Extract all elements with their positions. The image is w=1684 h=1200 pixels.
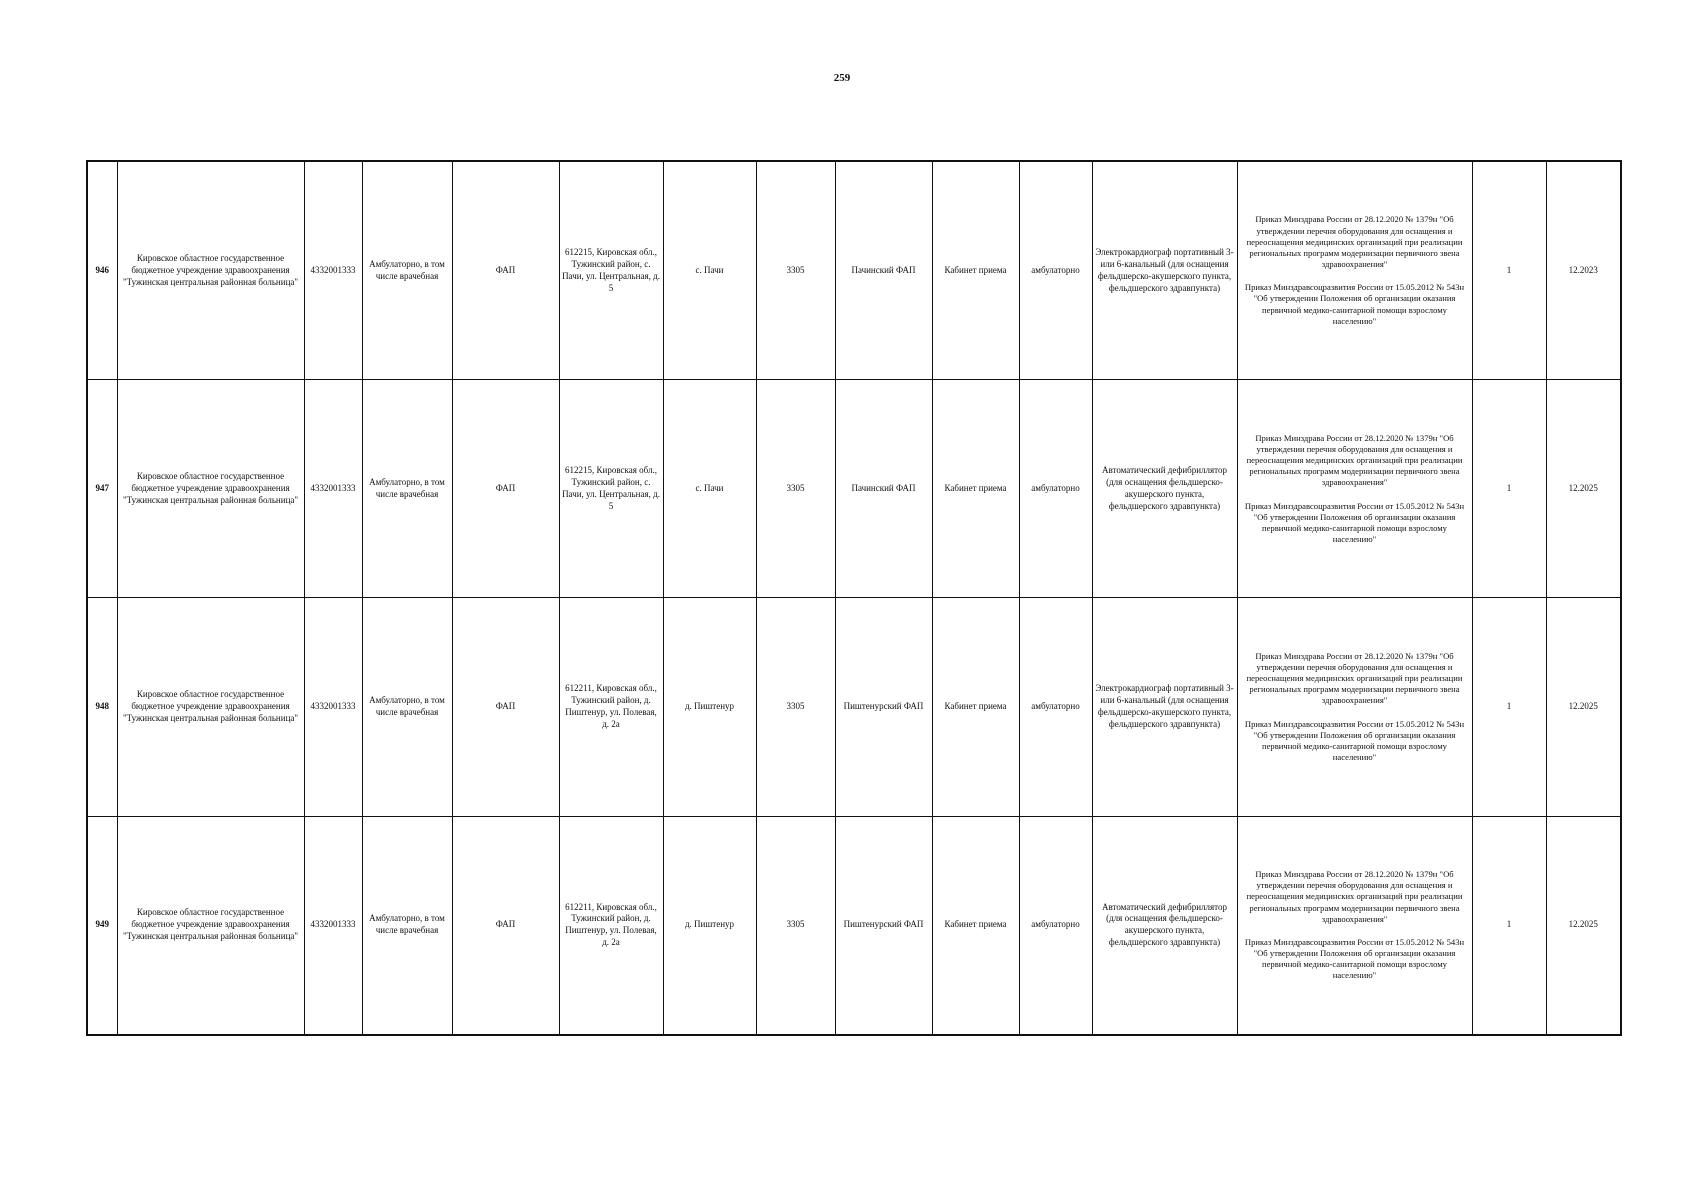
care-condition: Амбулаторно, в том числе врачебная [362,380,452,598]
row-number: 947 [87,380,117,598]
organization-name: Кировское областное государственное бюджетное учреждение здравоохранения "Тужинская центральная районная больница" [117,380,304,598]
room: Кабинет приема [932,380,1019,598]
care-form: амбулаторно [1019,380,1092,598]
date: 12.2025 [1546,380,1621,598]
unit-type: ФАП [452,380,559,598]
organization-name: Кировское областное государственное бюджетное учреждение здравоохранения "Тужинская центральная районная больница" [117,161,304,380]
address: 612211, Кировская обл., Тужинский район, д. Пиштенур, ул. Полевая, д. 2а [559,816,663,1035]
quantity: 1 [1472,598,1546,816]
inn: 4332001333 [304,380,362,598]
table-row [87,816,1621,1035]
legal-basis-order-1379n: Приказ Минздрава России от 28.12.2020 № 1379н "Об утверждении перечня оборудования для оснащения и переоснащения медицинских организаций при реализации региональных программ модернизации первичного звена здравоохранения" [1246,214,1463,270]
row-number: 948 [87,598,117,816]
inn: 4332001333 [304,816,362,1035]
room: Кабинет приема [932,816,1019,1035]
quantity: 1 [1472,161,1546,380]
inn: 4332001333 [304,161,362,380]
care-form: амбулаторно [1019,598,1092,816]
organization-name: Кировское областное государственное бюджетное учреждение здравоохранения "Тужинская центральная районная больница" [117,598,304,816]
equipment: Автоматический дефибриллятор (для оснащения фельдшерско-акушерского пункта, фельдшерского здравпункта) [1092,380,1237,598]
legal-basis-order-543n: Приказ Минздравсоцразвития России от 15.05.2012 № 543н "Об утверждении Положения об организации оказания первичной медико-санитарной помощи взрослому населению" [1244,282,1465,326]
legal-basis [1237,598,1472,816]
legal-basis-order-543n: Приказ Минздравсоцразвития России от 15.05.2012 № 543н "Об утверждении Положения об организации оказания первичной медико-санитарной помощи взрослому населению" [1244,936,1465,981]
locality: д. Пиштенур [663,598,756,816]
legal-basis [1237,161,1472,380]
row-number: 946 [87,161,117,380]
date: 12.2023 [1546,161,1621,380]
unit-type: ФАП [452,161,559,380]
address: 612215, Кировская обл., Тужинский район, с. Пачи, ул. Центральная, д. 5 [559,161,663,380]
table-row [87,161,1621,380]
legal-basis-order-1379n: Приказ Минздрава России от 28.12.2020 № 1379н "Об утверждении перечня оборудования для оснащения и переоснащения медицинских организаций при реализации региональных программ модернизации первичного звена здравоохранения" [1246,650,1463,706]
unit-name: Пачинский ФАП [835,380,932,598]
locality: д. Пиштенур [663,816,756,1035]
care-form: амбулаторно [1019,161,1092,380]
care-condition: Амбулаторно, в том числе врачебная [362,161,452,380]
unit-name: Пиштенурский ФАП [835,816,932,1035]
equipment: Автоматический дефибриллятор (для оснащения фельдшерско-акушерского пункта, фельдшерского здравпункта) [1092,816,1237,1035]
code: 3305 [756,380,835,598]
locality: с. Пачи [663,161,756,380]
date: 12.2025 [1546,816,1621,1035]
equipment: Электрокардиограф портативный 3- или 6-канальный (для оснащения фельдшерско-акушерского пункта, фельдшерского здравпункта) [1092,598,1237,816]
equipment: Электрокардиограф портативный 3- или 6-канальный (для оснащения фельдшерско-акушерского пункта, фельдшерского здравпункта) [1092,161,1237,380]
quantity: 1 [1472,380,1546,598]
table-row [87,380,1621,598]
unit-name: Пиштенурский ФАП [835,598,932,816]
organization-name: Кировское областное государственное бюджетное учреждение здравоохранения "Тужинская центральная районная больница" [117,816,304,1035]
code: 3305 [756,598,835,816]
address: 612211, Кировская обл., Тужинский район, д. Пиштенур, ул. Полевая, д. 2а [559,598,663,816]
unit-name: Пачинский ФАП [835,161,932,380]
equipment-table [86,160,1622,1036]
table-row [87,598,1621,816]
page-number: 259 [833,72,851,84]
care-condition: Амбулаторно, в том числе врачебная [362,598,452,816]
legal-basis [1237,816,1472,1035]
quantity: 1 [1472,816,1546,1035]
legal-basis-order-1379n: Приказ Минздрава России от 28.12.2020 № 1379н "Об утверждении перечня оборудования для оснащения и переоснащения медицинских организаций при реализации региональных программ модернизации первичного звена здравоохранения" [1246,432,1463,488]
inn: 4332001333 [304,598,362,816]
legal-basis [1237,380,1472,598]
care-condition: Амбулаторно, в том числе врачебная [362,816,452,1035]
legal-basis-order-1379n: Приказ Минздрава России от 28.12.2020 № 1379н "Об утверждении перечня оборудования для оснащения и переоснащения медицинских организаций при реализации региональных программ модернизации первичного звена здравоохранения" [1246,868,1463,924]
row-number: 949 [87,816,117,1035]
care-form: амбулаторно [1019,816,1092,1035]
unit-type: ФАП [452,598,559,816]
code: 3305 [756,816,835,1035]
locality: с. Пачи [663,380,756,598]
room: Кабинет приема [932,598,1019,816]
legal-basis-order-543n: Приказ Минздравсоцразвития России от 15.05.2012 № 543н "Об утверждении Положения об организации оказания первичной медико-санитарной помощи взрослому населению" [1244,718,1465,763]
address: 612215, Кировская обл., Тужинский район, с. Пачи, ул. Центральная, д. 5 [559,380,663,598]
code: 3305 [756,161,835,380]
room: Кабинет приема [932,161,1019,380]
unit-type: ФАП [452,816,559,1035]
date: 12.2025 [1546,598,1621,816]
legal-basis-order-543n: Приказ Минздравсоцразвития России от 15.05.2012 № 543н "Об утверждении Положения об организации оказания первичной медико-санитарной помощи взрослому населению" [1244,500,1465,545]
